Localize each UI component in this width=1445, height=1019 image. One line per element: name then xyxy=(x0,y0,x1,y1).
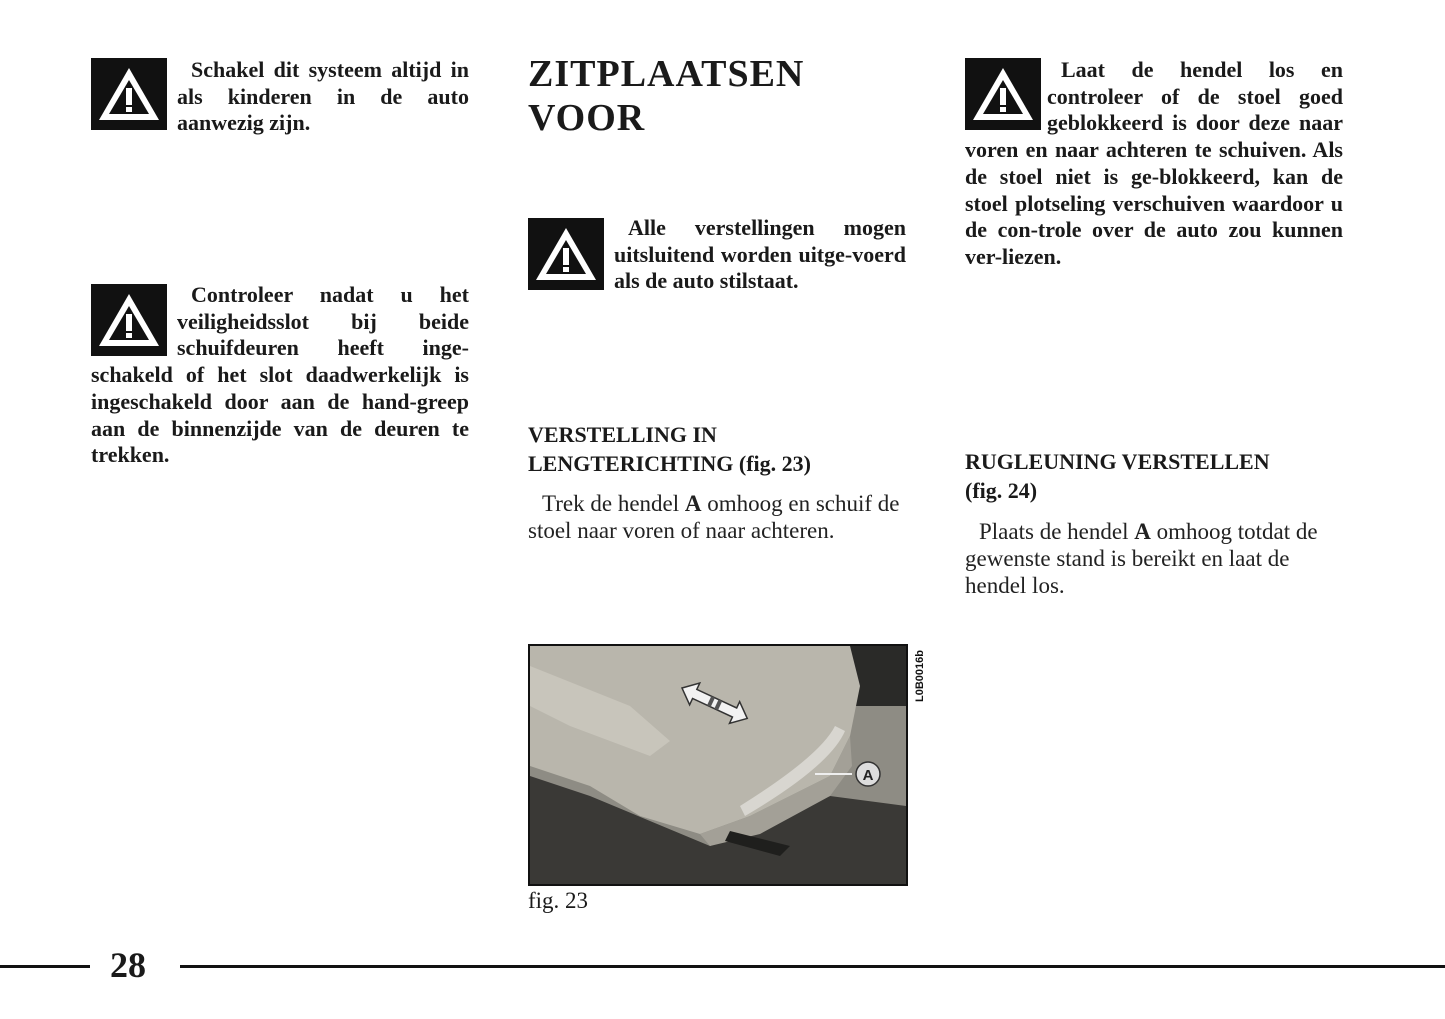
warning-text-seat-lock-check: Laat de hendel los en controleer of de stoel goed geblokkeerd is door deze naar voren en naar achteren te schuiven. Als de stoel niet is ge-blokkeerd, kan de stoel plotseling verschuiven waardoor u de con-trole over de auto zou kunnen ver-liezen. xyxy=(965,57,1343,269)
section-heading-backrest: RUGLEUNING VERSTELLEN (fig. 24) xyxy=(965,449,1270,503)
body-text-longitudinal: Trek de hendel A omhoog en schuif de stoel naar voren of naar achteren. xyxy=(528,491,900,543)
section-heading-longitudinal: VERSTELLING IN LENGTERICHTING (fig. 23) xyxy=(528,422,811,476)
warning-text-sliding-door-lock: Controleer nadat u het veiligheidsslot bij beide schuifdeuren heeft inge-schakeld of het slot daadwerkelijk is ingeschakeld door aan de hand-greep aan de binnenzijde van de deuren te trekken. xyxy=(91,282,469,468)
svg-text:L0B0016b: L0B0016b xyxy=(914,650,926,702)
footer-rule-left xyxy=(0,965,90,968)
figure-caption: fig. 23 xyxy=(528,888,589,913)
seat-illustration xyxy=(530,646,906,884)
figure-seat-photo xyxy=(528,644,908,886)
warning-text-adjust-when-stationary: Alle verstellingen mogen uitsluitend worden uitge-voerd als de auto stilstaat. xyxy=(614,215,906,294)
footer-rule-right xyxy=(180,965,1445,968)
label-a: A xyxy=(862,767,874,784)
body-text-backrest: Plaats de hendel A omhoog totdat de gewenste stand is bereikt en laat de hendel los. xyxy=(965,519,1318,598)
page-number: 28 xyxy=(110,945,146,985)
warning-text-child-lock: Schakel dit systeem altijd in als kinderen in de auto aanwezig zijn. xyxy=(177,57,469,136)
figure-code xyxy=(903,650,931,710)
page-title: ZITPLAATSEN VOOR xyxy=(528,53,805,139)
